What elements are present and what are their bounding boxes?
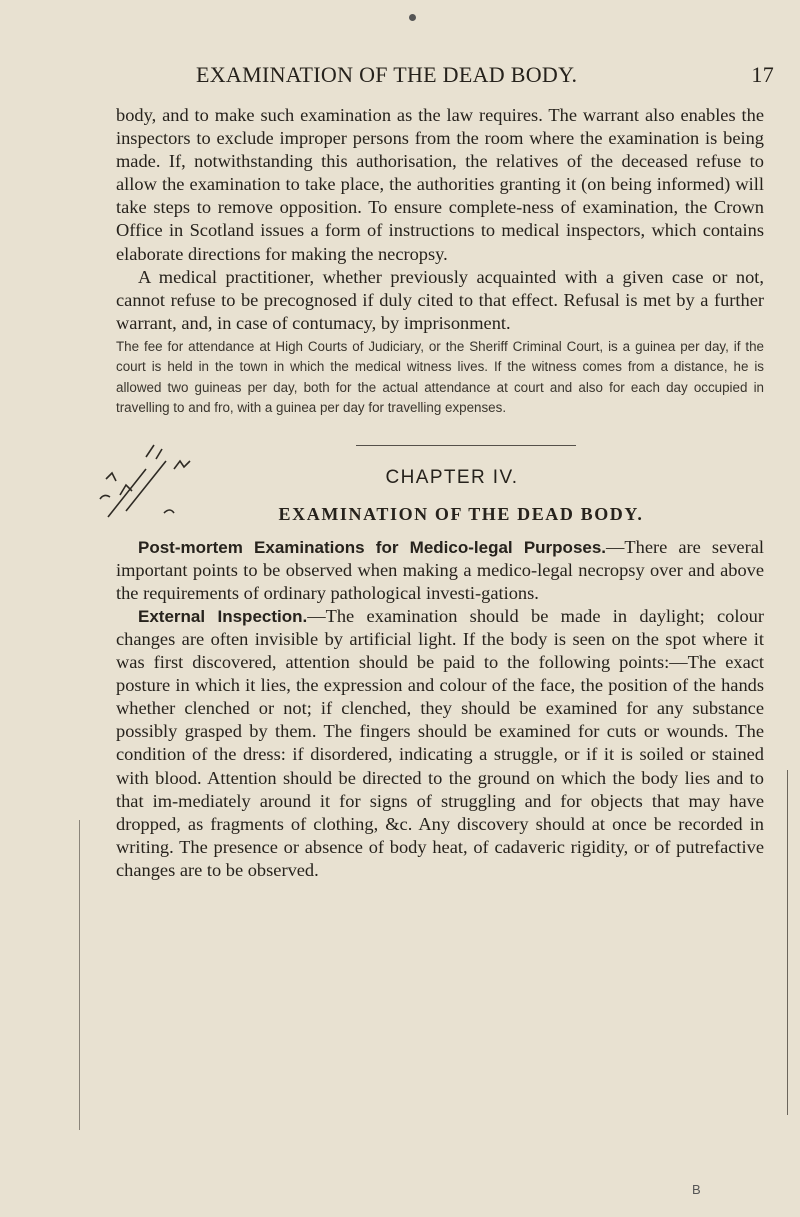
- chapter-heading: [116, 419, 764, 536]
- signature-mark: B: [692, 1182, 701, 1197]
- page-number: 17: [751, 62, 774, 87]
- divider: [356, 445, 576, 446]
- section-heading-postmortem: Post-mortem Examinations for Medico-legal Purposes.: [138, 537, 607, 557]
- paragraph-1: body, and to make such examination as the law requires. The warrant also enables the inspectors to exclude improper persons from the room where the examination is being made. If, notwithstanding this authorisation, the relatives of the deceased refuse to allow the examination to take place, the authorities granting it (on being informed) will take steps to remove opposition. To ensure complete-ness of examination, the Crown Office in Scotland issues a form of instructions to medical inspectors, which contains elaborate directions for making the necropsy.: [116, 105, 764, 264]
- chapter-title: CHAPTER IV.: [385, 466, 519, 488]
- chapter-subtitle: EXAMINATION OF THE DEAD BODY.: [278, 503, 644, 524]
- section-heading-external: External Inspection.: [138, 606, 308, 626]
- section-text-external: —The examination should be made in daylight; colour changes are often invisible by artificial light. If the body is seen on the spot where it was first discovered, attention should be paid to the following points:—The exact posture in which it lies, the expression and colour of the face, the position of the hands whether clenched or not; if clenched, they should be examined for any substance possibly grasped by them. The fingers should be examined for cuts or wounds. The condition of the dress: if disordered, indicating a struggle, or if it is soiled or stained with blood. Attention should be directed to the ground on which the body lies and to that im-mediately around it for signs of struggling and for objects that may have dropped, as fragments of clothing, &c. Any discovery should at once be recorded in writing. The presence or absence of body heat, of cadaveric rigidity, or of putrefactive changes are to be observed.: [116, 605, 765, 880]
- page-edge-line-left: [79, 820, 80, 1130]
- page-edge-line: [787, 770, 788, 1115]
- body-text: [116, 104, 764, 882]
- fee-note: The fee for attendance at High Courts of Judiciary, or the Sheriff Criminal Court, is a guinea per day, if the court is held in the town in which the medical witness lives. If the witness comes from a distance, he is allowed two guineas per day, both for the actual attendance at court and also for each day occupied in travelling to and fro, with a guinea per day for travelling expenses.: [116, 338, 764, 416]
- section-external: [116, 605, 764, 882]
- ink-dot: [409, 14, 416, 21]
- section-postmortem: [116, 536, 764, 605]
- paragraph-2: A medical practitioner, whether previously acquainted with a given case or not, cannot refuse to be precognosed if duly cited to that effect. Refusal is met by a further warrant, and, in case of contumacy, by imprisonment.: [116, 266, 764, 333]
- header-title: EXAMINATION OF THE DEAD BODY.: [196, 62, 578, 87]
- section-text-postmortem: —There are several important points to be observed when making a medico-legal necropsy over and above the requirements of ordinary pathological investi-gations.: [116, 536, 764, 603]
